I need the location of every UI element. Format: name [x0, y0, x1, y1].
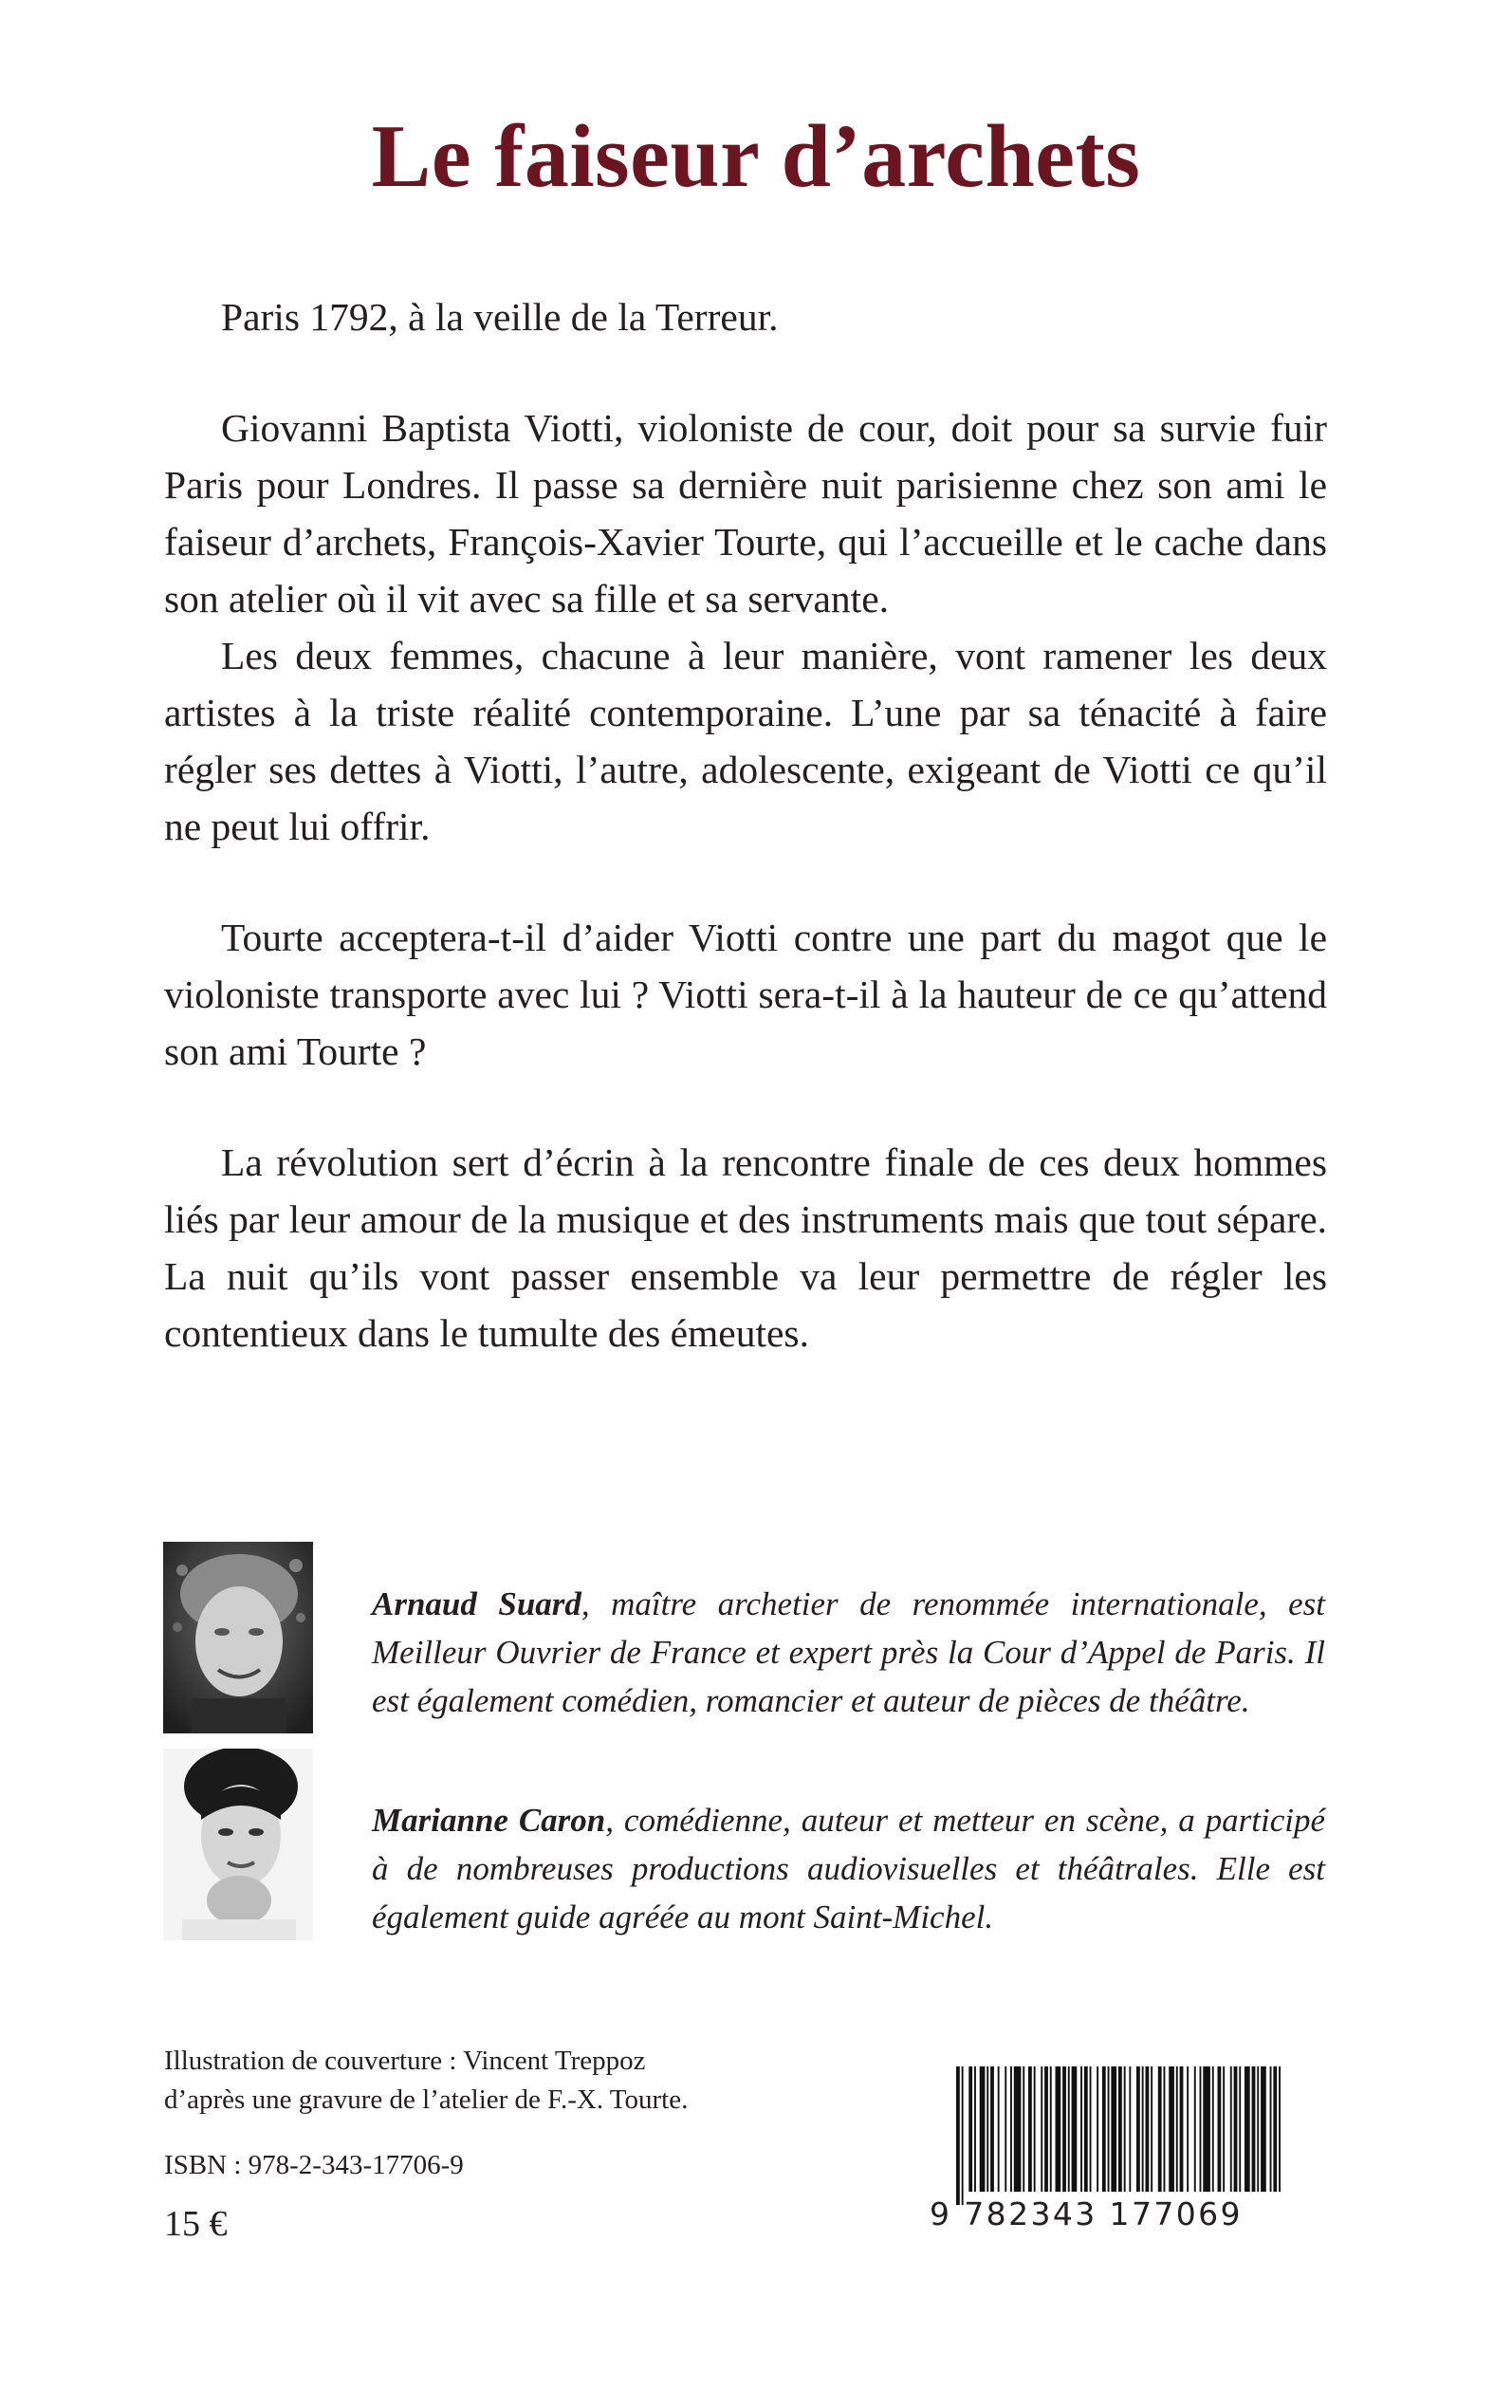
synopsis-paragraph: Giovanni Baptista Viotti, violoniste de cour, doit pour sa survie fuir Paris pour Londres. Il passe sa dernière nuit parisienne chez son ami le faiseur d’archets, François-Xavier Tourte, qui l’accueille et le cache dans son atelier où il vit avec sa fille et sa servante.	[164, 406, 1327, 621]
author-name: Arnaud Suard	[372, 1585, 581, 1622]
synopsis-paragraph: Les deux femmes, chacune à leur manière, vont ramener les deux artistes à la triste réalité contemporaine. L’une par sa ténacité à faire régler ses dettes à Viotti, l’autre, adolescente, exigeant de Viotti ce qu’il ne peut lui offrir.	[164, 634, 1327, 848]
author-photo-arnaud-suard	[163, 1542, 313, 1733]
author-bio-text: , maître archetier de renommée internationale, est Meilleur Ouvrier de France et expert près la Cour d’Appel de Paris. Il est également comédien, romancier et auteur de pièces de théâtre.	[372, 1585, 1325, 1719]
price: 15 €	[164, 2204, 228, 2244]
isbn: ISBN : 978-2-343-17706-9	[164, 2150, 464, 2180]
author-bio-arnaud-suard	[372, 1580, 1325, 1725]
synopsis-paragraph: Tourte acceptera-t-il d’aider Viotti contre une part du magot que le violoniste transporte avec lui ? Viotti sera-t-il à la hauteur de ce qu’attend son ami Tourte ?	[164, 916, 1327, 1073]
synopsis	[164, 288, 1327, 1361]
cover-credit	[164, 2042, 828, 2120]
barcode-digits: 9 782343 177069	[930, 2195, 1243, 2232]
barcode-bars-icon	[930, 2063, 1300, 2205]
book-title: Le faiseur d’archets	[371, 107, 1141, 206]
author-bio-text: , comédienne, auteur et metteur en scène, a participé à de nombreuses productions audiovisuelles et théâtrales. Elle est également guide agréée au mont Saint-Michel.	[372, 1802, 1325, 1936]
author-bio-marianne-caron	[372, 1796, 1325, 1941]
synopsis-paragraph: La révolution sert d’écrin à la rencontre finale de ces deux hommes liés par leur amour de la musique et des instruments mais que tout sépare. La nuit qu’ils vont passer ensemble va leur permettre de régler les contentieux dans le tumulte des émeutes.	[164, 1140, 1327, 1355]
author-photo-marianne-caron	[163, 1749, 313, 1940]
credit-line: Illustration de couverture : Vincent Treppoz	[164, 2046, 646, 2076]
barcode	[930, 2063, 1300, 2252]
credit-line: d’après une gravure de l’atelier de F.-X. Tourte.	[164, 2084, 689, 2115]
synopsis-paragraph: Paris 1792, à la veille de la Terreur.	[221, 295, 779, 339]
author-name: Marianne Caron	[372, 1802, 606, 1839]
